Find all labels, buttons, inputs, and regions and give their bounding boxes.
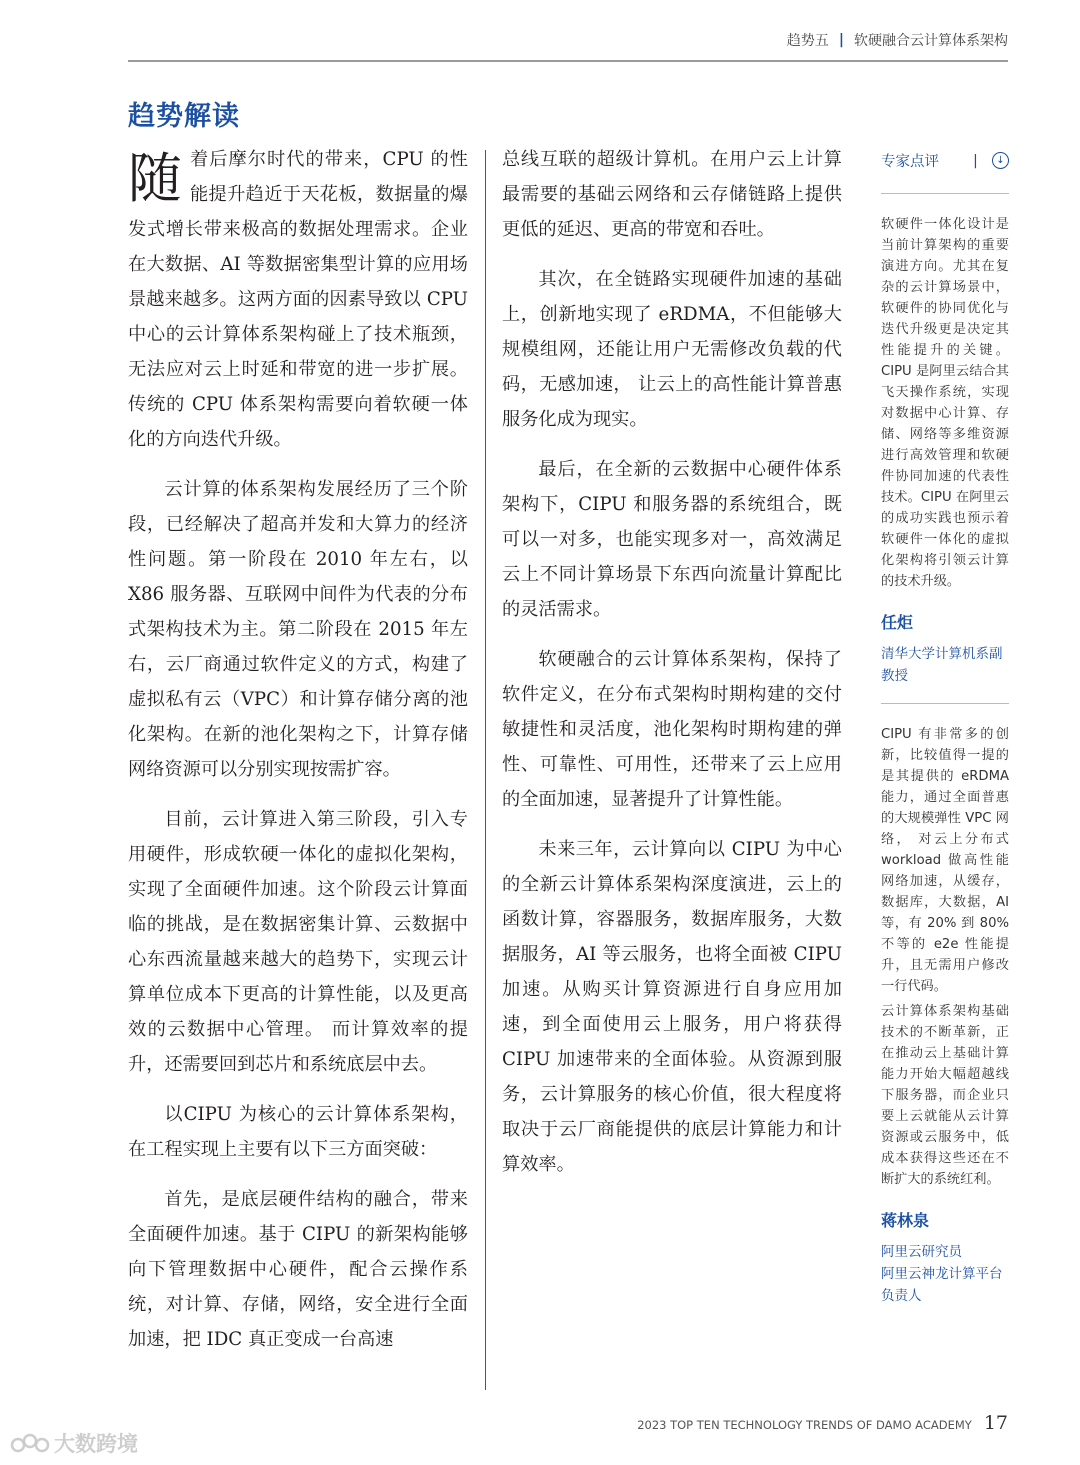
paragraph: 总线互联的超级计算机。在用户云上计算最需要的基础云网络和云存储链路上提供更低的延迟、更高的带宽和吞吐。 xyxy=(502,149,842,240)
sidebar-heading: 专家点评 xyxy=(881,154,939,170)
expert-title: 阿里云研究员 阿里云神龙计算平台负责人 xyxy=(881,1244,1003,1304)
expert-sidebar xyxy=(881,150,1009,1307)
paragraph xyxy=(128,142,468,457)
sidebar-divider xyxy=(881,703,1009,704)
paragraph: 软硬融合的云计算体系架构，保持了软件定义，在分布式架构时期构建的交付敏捷性和灵活度，池化架构时期构建的弹性、可靠性、可用性，还带来了云上应用的全面加速，显著提升了计算性能。 xyxy=(502,649,842,810)
paragraph: 目前，云计算进入第三阶段，引入专用硬件，形成软硬一体化的虚拟化架构，实现了全面硬件加速。这个阶段云计算面临的挑战，是在数据密集计算、云数据中心东西流量越来越大的趋势下，实现云计算单位成本下更高的计算性能，以及更高效的云数据中心管理。 而计算效率的提升，还需要回到芯片和系统底层中去。 xyxy=(128,809,468,1075)
expert-comment: 软硬件一体化设计是当前计算架构的重要演进方向。尤其在复杂的云计算场景中，软硬件的协同优化与迭代升级更是决定其性能提升的关键。CIPU 是阿里云结合其飞天操作系统，实现对数据中心计算、存储、网络等多维资源进行高效管理和软硬件协同加速的代表性技术。CIPU 在阿里云的成功实践也预示着软硬件一体化的虚拟化架构将引领云计算的技术升级。 xyxy=(881,217,1009,589)
expert-name: 蒋林泉 xyxy=(881,1211,930,1230)
footer-text: 2023 TOP TEN TECHNOLOGY TRENDS OF DAMO ACADEMY xyxy=(637,1418,972,1432)
heading-separator: | xyxy=(973,152,978,169)
paragraph: 其次，在全链路实现硬件加速的基础上，创新地实现了 eRDMA，不但能够大规模组网，还能让用户无需修改负载的代码，无感加速， 让云上的高性能计算普惠服务化成为现实。 xyxy=(502,269,842,430)
sidebar-heading-row xyxy=(881,150,1009,194)
watermark-text: 大数跨境 xyxy=(54,1432,138,1456)
download-circle-icon[interactable]: ↓ xyxy=(992,152,1009,169)
expert-comment: 云计算体系架构基础技术的不断革新，正在推动云上基础计算能力开始大幅超越线下服务器，而企业只要上云就能从云计算资源或云服务中，低成本获得这些还在不断扩大的系统红利。 xyxy=(881,1004,1009,1187)
watermark-logo-icon xyxy=(10,1431,50,1455)
paragraph: 首先，是底层硬件结构的融合，带来全面硬件加速。基于 CIPU 的新架构能够向下管理数据中心硬件，配合云操作系统，对计算、存储，网络，安全进行全面加速，把 IDC 真正变成一台高速 xyxy=(128,1189,468,1350)
expert-name: 任炬 xyxy=(881,613,914,632)
page-number: 17 xyxy=(983,1412,1008,1434)
column-divider xyxy=(485,150,486,1390)
header-separator: | xyxy=(838,32,844,48)
paragraph-text: 着后摩尔时代的带来，CPU 的性能提升趋近于天花板，数据量的爆发式增长带来极高的数据处理需求。企业在大数据、AI 等数据密集型计算的应用场景越来越多。这两方面的因素导致以 CPU 中心的云计算体系架构碰上了技术瓶颈，无法应对云上时延和带宽的进一步扩展。传统的 CPU 体系架构需要向着软硬一体化的方向迭代升级。 xyxy=(128,149,468,450)
running-header xyxy=(787,30,1008,50)
section-title: 趋势解读 xyxy=(128,101,240,132)
paragraph: 最后，在全新的云数据中心硬件体系架构下，CIPU 和服务器的系统组合，既可以一对多，也能实现多对一，高效满足云上不同计算场景下东西向流量计算配比的灵活需求。 xyxy=(502,459,842,620)
paragraph: 未来三年，云计算向以 CIPU 为中心的全新云计算体系架构深度演进，云上的函数计算，容器服务，数据库服务，大数据服务，AI 等云服务，也将全面被 CIPU 加速。从购买计算资源进行自身应用加速，到全面使用云上服务，用户将获得 CIPU 加速带来的全面体验。从资源到服务，云计算服务的核心价值，很大程度将取决于云厂商能提供的底层计算能力和计算效率。 xyxy=(502,839,842,1175)
column-right xyxy=(502,142,842,1197)
header-trend: 趋势五 xyxy=(786,33,829,49)
dropcap: 随 xyxy=(128,147,182,210)
expert-comment: CIPU 有非常多的创新，比较值得一提的是其提供的 eRDMA 能力，通过全面普惠的大规模弹性 VPC 网络， 对云上分布式 workload 做高性能网络加速，从缓存，数据库，大数据，AI 等，有 20% 到 80% 不等的 e2e 性能提升，且无需用户修改一行代码。 xyxy=(881,727,1009,994)
paragraph: 云计算的体系架构发展经历了三个阶段，已经解决了超高并发和大算力的经济性问题。第一阶段在 2010 年左右，以 X86 服务器、互联网中间件为代表的分布式架构技术为主。第二阶段在 2015 年左右，云厂商通过软件定义的方式，构建了虚拟私有云（VPC）和计算存储分离的池化架构。在新的池化架构之下，计算存储网络资源可以分别实现按需扩容。 xyxy=(128,479,468,780)
expert-title: 清华大学计算机系副教授 xyxy=(881,646,1003,684)
paragraph: 以CIPU 为核心的云计算体系架构，在工程实现上主要有以下三方面突破： xyxy=(128,1104,468,1160)
header-title: 软硬融合云计算体系架构 xyxy=(854,33,1008,49)
watermark xyxy=(10,1428,138,1458)
page-footer xyxy=(637,1412,1008,1434)
column-left xyxy=(128,142,468,1372)
header-rule xyxy=(128,60,1008,62)
